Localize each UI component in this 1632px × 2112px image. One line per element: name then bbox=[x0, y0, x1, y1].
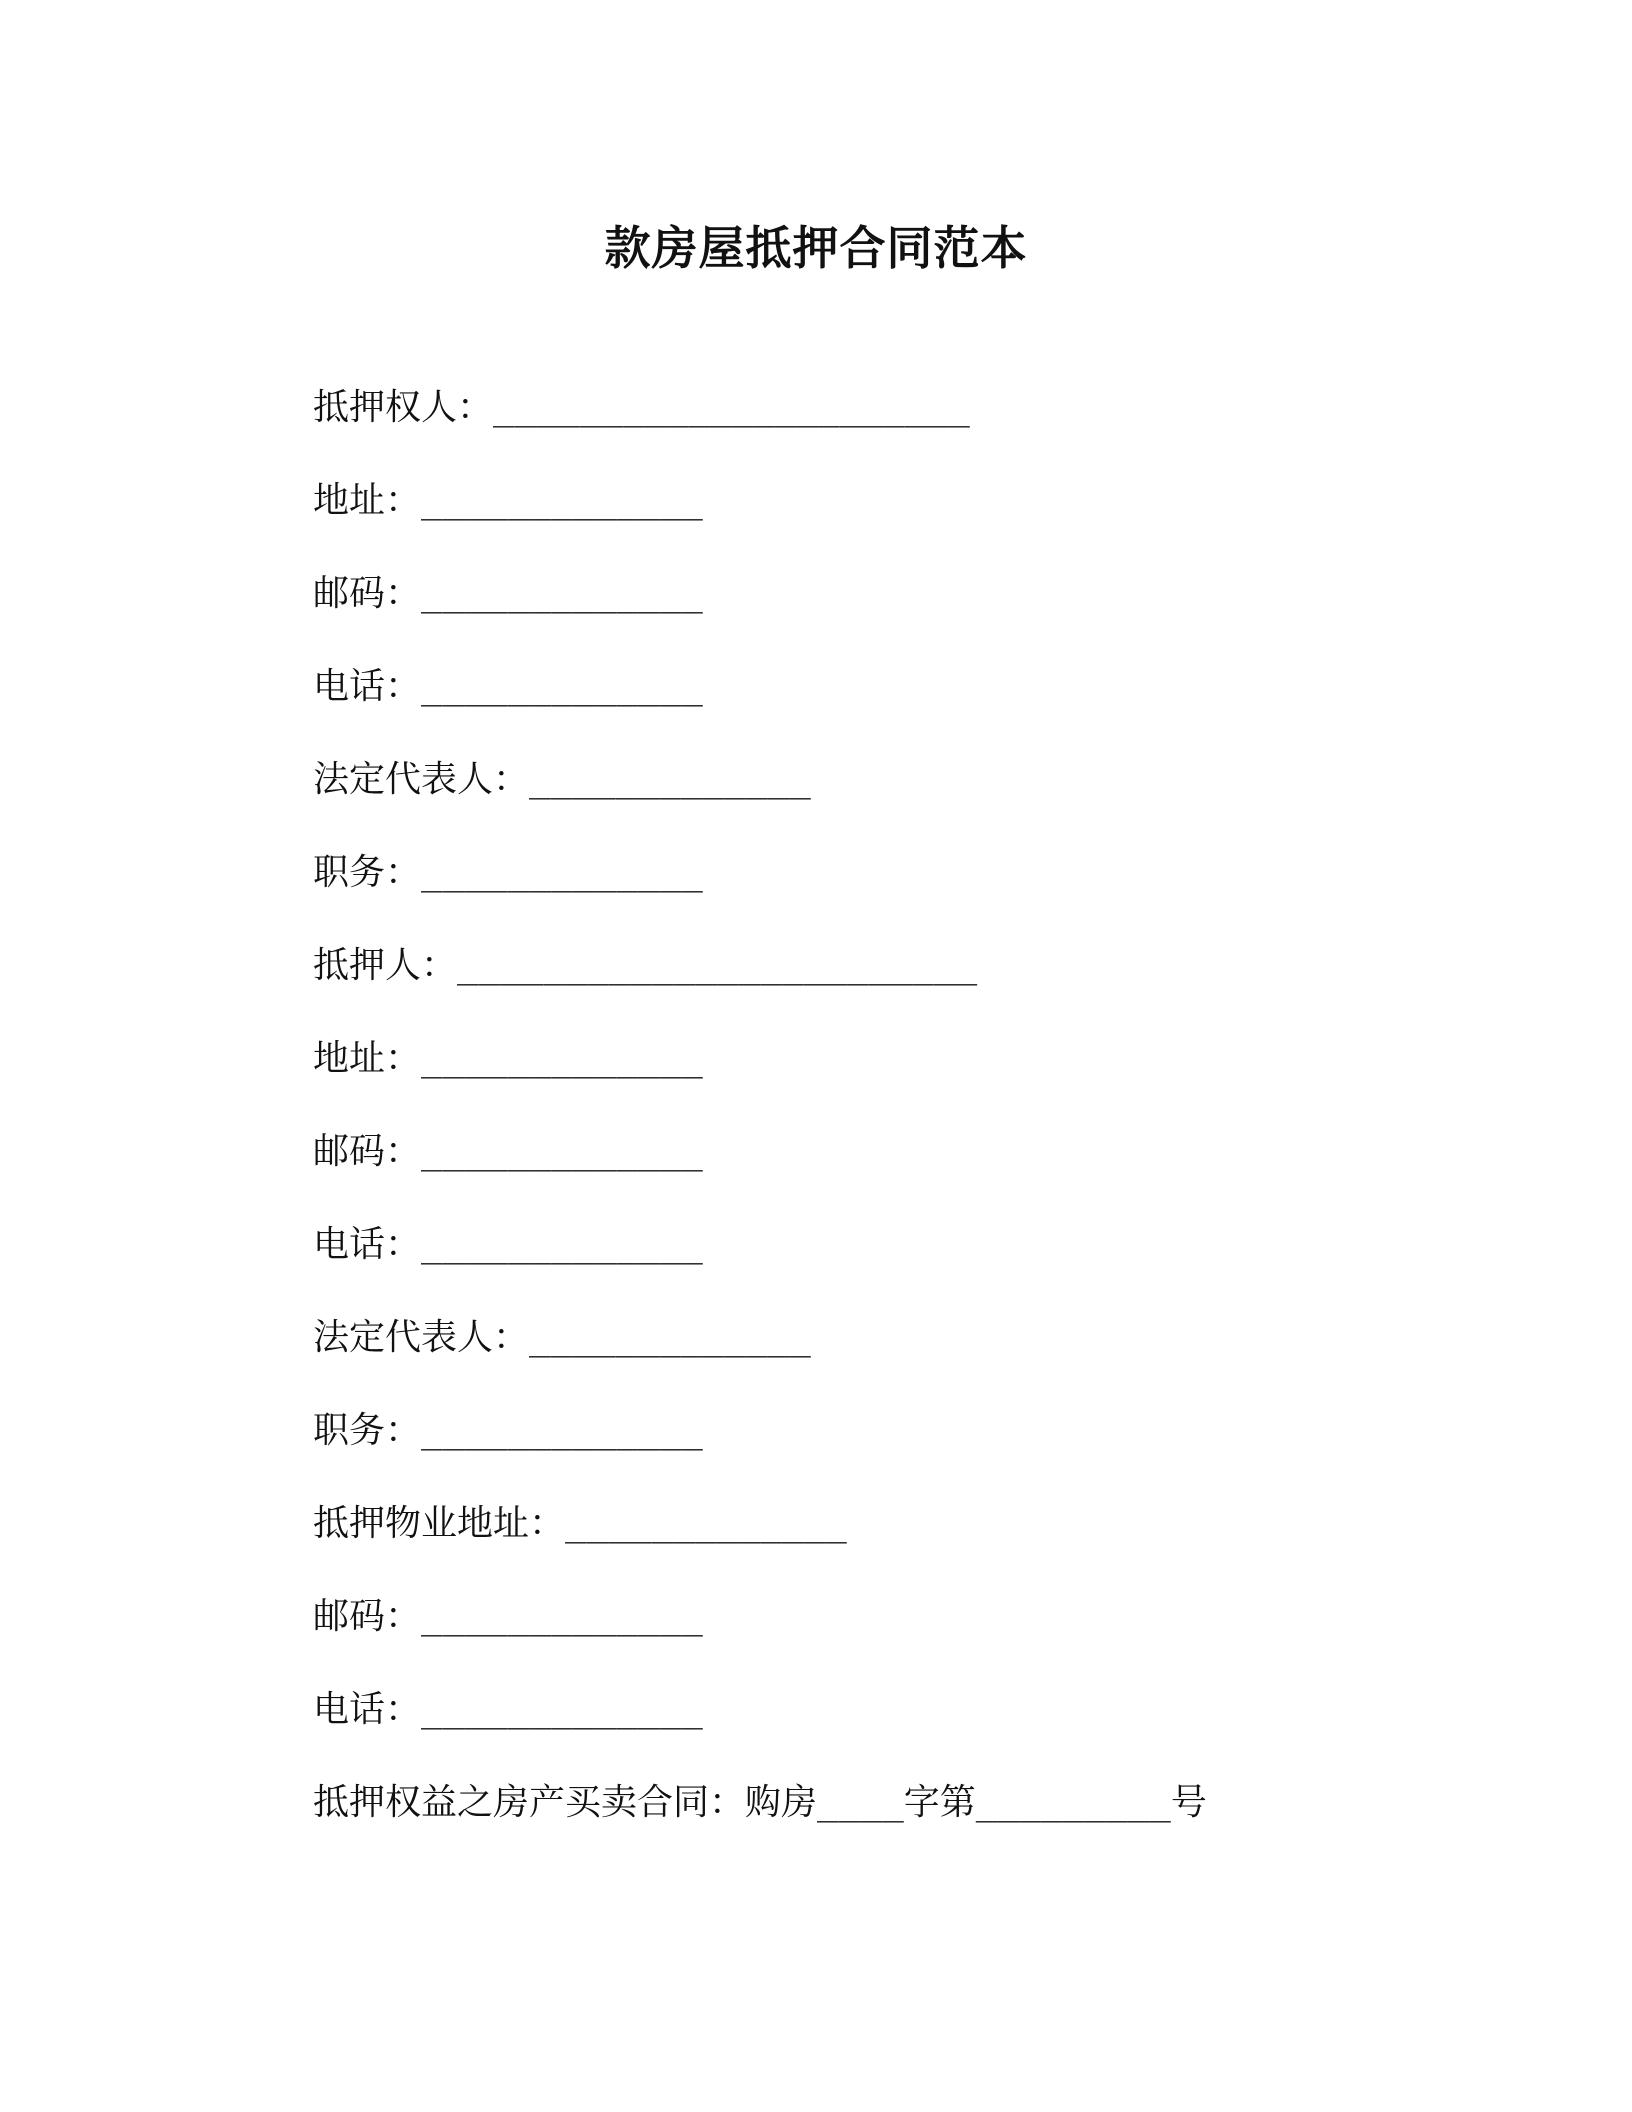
purchase-contract-label: 抵押权益之房产买卖合同 bbox=[313, 1782, 710, 1823]
property-postcode-field bbox=[313, 1585, 1413, 1678]
field-label: 抵押物业地址 bbox=[313, 1503, 530, 1544]
field-label: 职务 bbox=[313, 1410, 386, 1451]
fill-in-blank: _____________ bbox=[421, 1689, 703, 1730]
field-separator: ： bbox=[421, 945, 458, 986]
property-phone-field bbox=[313, 1678, 1413, 1771]
fill-in-blank: ______________________ bbox=[493, 387, 970, 428]
mortgagor-phone-field bbox=[313, 1213, 1413, 1306]
field-separator: ： bbox=[385, 852, 422, 893]
fill-in-blank: _____________ bbox=[421, 1131, 703, 1172]
fill-in-blank: _____________ bbox=[421, 480, 703, 521]
field-label: 抵押人 bbox=[313, 945, 422, 986]
field-label: 职务 bbox=[313, 852, 386, 893]
fill-in-blank: _____________ bbox=[421, 573, 703, 614]
field-label: 邮码 bbox=[313, 573, 386, 614]
fill-in-blank: _____________ bbox=[421, 1038, 703, 1079]
field-separator: ： bbox=[385, 1038, 422, 1079]
fill-in-blank: _____________ bbox=[421, 1410, 703, 1451]
fill-in-blank: _________ bbox=[975, 1782, 1171, 1823]
document-title: 款房屋抵押合同范本 bbox=[604, 221, 1028, 275]
property-address-field bbox=[313, 1492, 1413, 1585]
mortgagor-field bbox=[313, 934, 1413, 1027]
fill-in-blank: _____________ bbox=[421, 1596, 703, 1637]
field-separator: ： bbox=[385, 1131, 422, 1172]
field-separator: ： bbox=[493, 759, 530, 800]
field-label: 法定代表人 bbox=[313, 1317, 494, 1358]
mortgagor-address-field bbox=[313, 1027, 1413, 1120]
mortgagee-postcode-field bbox=[313, 562, 1413, 655]
mortgagee-position-field bbox=[313, 841, 1413, 934]
field-separator: ： bbox=[709, 1782, 746, 1823]
fill-in-blank: _____________ bbox=[529, 759, 811, 800]
mortgagor-position-field bbox=[313, 1399, 1413, 1492]
field-separator: ： bbox=[385, 1410, 422, 1451]
fill-in-blank: _____________ bbox=[529, 1317, 811, 1358]
field-separator: ： bbox=[385, 666, 422, 707]
fill-in-blank: _____________ bbox=[565, 1503, 847, 1544]
mortgagor-postcode-field bbox=[313, 1120, 1413, 1213]
mortgagee-phone-field bbox=[313, 655, 1413, 748]
purchase-contract-field bbox=[313, 1771, 1413, 1864]
field-separator: ： bbox=[529, 1503, 566, 1544]
fill-in-blank: ________________________ bbox=[457, 945, 978, 986]
fill-in-blank: _____________ bbox=[421, 666, 703, 707]
field-separator: ： bbox=[385, 1596, 422, 1637]
purchase-text-1: 购房 bbox=[745, 1782, 818, 1823]
field-separator: ： bbox=[385, 480, 422, 521]
field-separator: ： bbox=[385, 1224, 422, 1265]
field-label: 地址 bbox=[313, 1038, 386, 1079]
mortgagee-legal-rep-field bbox=[313, 748, 1413, 841]
purchase-text-3: 号 bbox=[1170, 1782, 1207, 1823]
contract-fields bbox=[313, 376, 1413, 1864]
fill-in-blank: _____________ bbox=[421, 1224, 703, 1265]
mortgagee-address-field bbox=[313, 469, 1413, 562]
field-label: 电话 bbox=[313, 666, 386, 707]
field-separator: ： bbox=[457, 387, 494, 428]
field-label: 地址 bbox=[313, 480, 386, 521]
field-separator: ： bbox=[385, 573, 422, 614]
field-label: 邮码 bbox=[313, 1131, 386, 1172]
field-separator: ： bbox=[385, 1689, 422, 1730]
mortgagee-field bbox=[313, 376, 1413, 469]
field-label: 电话 bbox=[313, 1224, 386, 1265]
fill-in-blank: _____________ bbox=[421, 852, 703, 893]
fill-in-blank: ____ bbox=[817, 1782, 904, 1823]
field-label: 抵押权人 bbox=[313, 387, 458, 428]
field-label: 电话 bbox=[313, 1689, 386, 1730]
field-separator: ： bbox=[493, 1317, 530, 1358]
mortgagor-legal-rep-field bbox=[313, 1306, 1413, 1399]
field-label: 邮码 bbox=[313, 1596, 386, 1637]
field-label: 法定代表人 bbox=[313, 759, 494, 800]
purchase-text-2: 字第 bbox=[903, 1782, 976, 1823]
